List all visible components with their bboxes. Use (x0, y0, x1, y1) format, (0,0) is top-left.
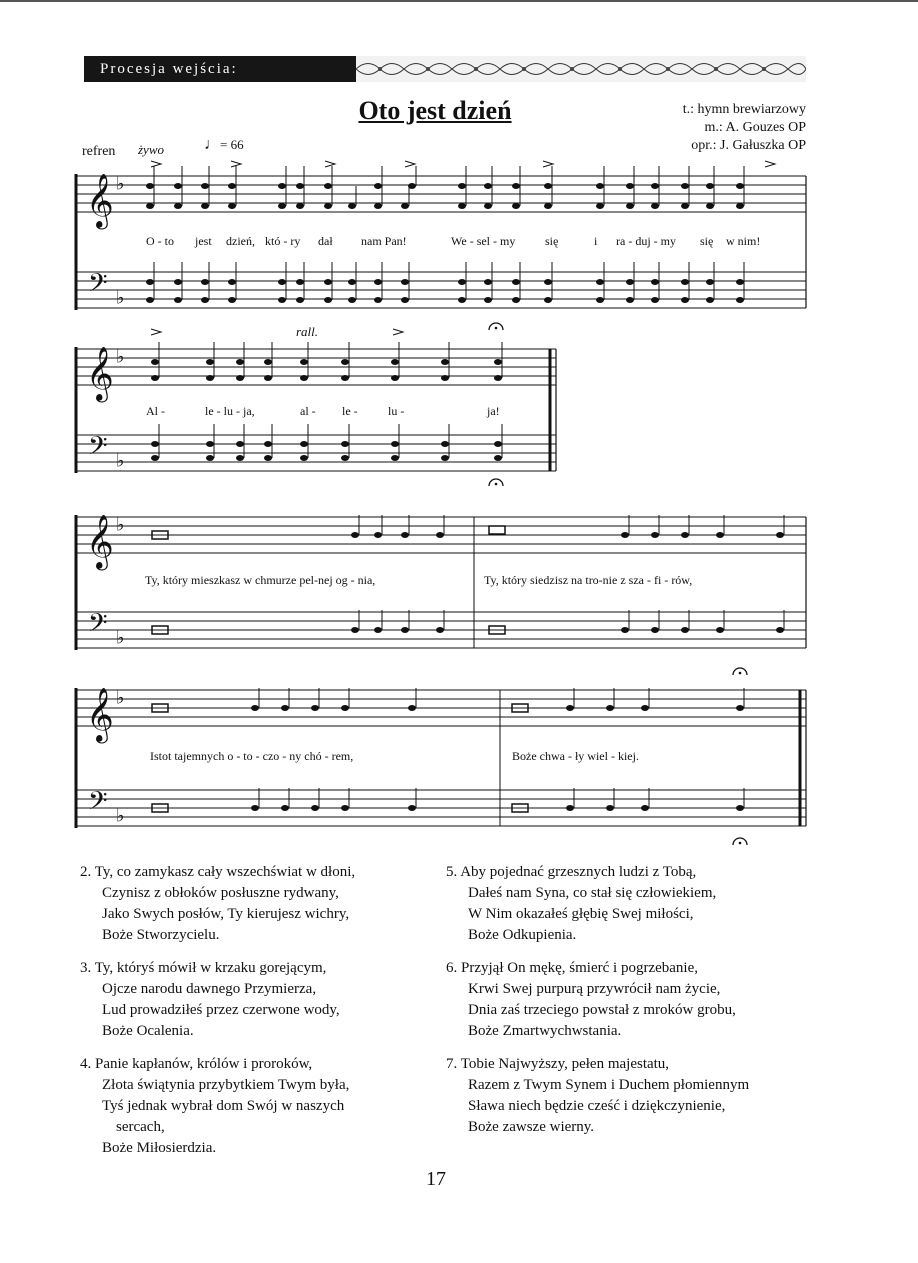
fermata-dot (495, 327, 498, 330)
note-head (736, 279, 744, 285)
flat-icon: ♭ (116, 687, 125, 708)
note-head (621, 532, 629, 538)
note-head (408, 805, 416, 811)
note-head (296, 279, 304, 285)
note-head (174, 279, 182, 285)
note-head (341, 359, 349, 365)
note-head (512, 183, 520, 189)
note-head (436, 627, 444, 633)
lyric: le - lu - ja, (205, 404, 255, 418)
note-head (458, 297, 466, 303)
note-head (341, 805, 349, 811)
note-head (206, 375, 214, 381)
verses-left-column (80, 862, 430, 1171)
note-head (151, 375, 159, 381)
lyric: ja! (487, 404, 500, 418)
note-head (251, 705, 259, 711)
verse-line: Czynisz z obłoków posłuszne rydwany, (102, 885, 339, 901)
chant-lyric: Istot tajemnych o - to - czo - ny chó - rem, (150, 749, 354, 763)
note-head (300, 375, 308, 381)
verse-line: Złota świątynia przybytkiem Twym była, (102, 1077, 350, 1093)
note-head (596, 297, 604, 303)
lyric: lu - (388, 404, 405, 418)
flat-icon: ♭ (116, 346, 125, 367)
note-head (401, 532, 409, 538)
fermata-dot (739, 672, 742, 675)
note-head (341, 375, 349, 381)
note-head (206, 359, 214, 365)
note-head (736, 297, 744, 303)
verse-line: Sława niech będzie cześć i dziękczynienie, (468, 1098, 726, 1114)
note-head (236, 441, 244, 447)
note-head (300, 455, 308, 461)
note-head (374, 627, 382, 633)
note-head (341, 455, 349, 461)
verses-right-column (446, 862, 826, 1150)
note-head (651, 627, 659, 633)
note-head (264, 455, 272, 461)
note-head (401, 203, 409, 209)
note-head (706, 183, 714, 189)
credit-music: m.: A. Gouzes OP (704, 120, 806, 135)
flat-icon: ♭ (116, 514, 125, 535)
flat-icon: ♭ (116, 173, 125, 194)
note-head (228, 183, 236, 189)
verse-line: Boże Miłosierdzia. (102, 1140, 217, 1156)
accent-mark (151, 329, 161, 335)
note-head (300, 441, 308, 447)
note-head (596, 183, 604, 189)
note-head (626, 183, 634, 189)
note-head (716, 627, 724, 633)
note-head (681, 532, 689, 538)
verse-3 (80, 958, 430, 1042)
note-head (391, 359, 399, 365)
treble-clef-icon: 𝄞 (86, 174, 114, 228)
note-head (606, 805, 614, 811)
note-head (681, 203, 689, 209)
note-head (494, 455, 502, 461)
note-head (626, 297, 634, 303)
verse-line: Panie kapłanów, królów i proroków, (95, 1056, 313, 1072)
verse-line: Przyjął On mękę, śmierć i pogrzebanie, (461, 960, 698, 976)
note-head (278, 183, 286, 189)
verse-number: 3. (80, 960, 92, 976)
note-head (641, 705, 649, 711)
flat-icon: ♭ (116, 805, 125, 826)
note-head (351, 627, 359, 633)
note-head (348, 279, 356, 285)
note-head (458, 203, 466, 209)
note-head (264, 359, 272, 365)
verse-line: Tobie Najwyższy, pełen majestatu, (460, 1056, 670, 1072)
note-head (441, 455, 449, 461)
note-head (441, 359, 449, 365)
breve-note (489, 526, 505, 534)
note-head (494, 375, 502, 381)
note-head (146, 297, 154, 303)
note-head (236, 455, 244, 461)
verse-line: Jako Swych posłów, Ty kierujesz wichry, (102, 906, 350, 922)
note-head (706, 203, 714, 209)
note-head (296, 183, 304, 189)
song-title: Oto jest dzień (358, 96, 512, 125)
rallentando-marking: rall. (296, 324, 319, 339)
verse-number: 4. (80, 1056, 92, 1072)
verse-line: Boże zawsze wierny. (468, 1119, 595, 1135)
flat-icon: ♭ (116, 627, 125, 648)
note-head (174, 183, 182, 189)
note-head (681, 183, 689, 189)
note-head (351, 532, 359, 538)
lyric: O - to (146, 234, 174, 248)
note-head (228, 203, 236, 209)
treble-clef-icon: 𝄞 (86, 515, 114, 569)
note-head (228, 297, 236, 303)
tempo-word: żywo (138, 142, 164, 157)
note-head (151, 359, 159, 365)
note-head (391, 375, 399, 381)
section-label: Procesja wejścia: (84, 56, 356, 82)
note-head (641, 805, 649, 811)
note-head (776, 532, 784, 538)
note-head (146, 279, 154, 285)
note-head (324, 183, 332, 189)
note-head (236, 375, 244, 381)
bass-clef-icon: 𝄢 (88, 609, 108, 644)
note-head (348, 203, 356, 209)
accent-mark (393, 329, 403, 335)
note-head (324, 297, 332, 303)
note-head (706, 297, 714, 303)
note-head (441, 375, 449, 381)
lyric: al - (300, 404, 316, 418)
note-head (201, 279, 209, 285)
verse-line: Aby pojednać grzesznych ludzi z Tobą, (460, 864, 697, 880)
accent-mark (765, 161, 775, 167)
note-head (681, 279, 689, 285)
note-head (596, 279, 604, 285)
note-head (621, 627, 629, 633)
note-head (278, 203, 286, 209)
verse-line: Ojcze narodu dawnego Przymierza, (102, 981, 317, 997)
note-head (494, 441, 502, 447)
note-head (596, 203, 604, 209)
note-head (512, 279, 520, 285)
note-head (201, 297, 209, 303)
verse-line: Dałeś nam Syna, co stał się człowiekiem, (468, 885, 717, 901)
note-head (146, 183, 154, 189)
note-head (436, 532, 444, 538)
fermata-dot (739, 842, 742, 845)
lyric: i (594, 234, 598, 248)
note-head (512, 203, 520, 209)
verse-number: 5. (446, 864, 458, 880)
verse-2 (80, 862, 430, 946)
note-head (651, 532, 659, 538)
chant-lyric: Boże chwa - ły wiel - kiej. (512, 749, 639, 763)
note-head (494, 359, 502, 365)
note-head (458, 279, 466, 285)
lyric: dzień, (226, 234, 255, 248)
note-head (341, 441, 349, 447)
verse-line: Ty, co zamykasz cały wszechświat w dłoni, (94, 864, 356, 880)
note-head (374, 532, 382, 538)
note-head (401, 627, 409, 633)
note-head (626, 203, 634, 209)
note-head (566, 805, 574, 811)
verse-line: W Nim okazałeś głębię Swej miłości, (468, 906, 694, 922)
treble-clef-icon: 𝄞 (86, 688, 114, 742)
note-head (441, 441, 449, 447)
verse-number: 7. (446, 1056, 458, 1072)
note-head (736, 183, 744, 189)
note-head (251, 805, 259, 811)
note-head (401, 297, 409, 303)
lyric: się (700, 234, 714, 248)
refrain-label: refren (82, 144, 116, 159)
flat-icon: ♭ (116, 450, 125, 471)
note-head (484, 297, 492, 303)
verse-line: Boże Zmartwychwstania. (468, 1023, 622, 1039)
note-head (484, 279, 492, 285)
note-head (651, 297, 659, 303)
verse-line: Boże Odkupienia. (468, 927, 577, 943)
note-head (736, 805, 744, 811)
verse-line: Lud prowadziłeś przez czerwone wody, (102, 1002, 340, 1018)
note-head (311, 805, 319, 811)
note-head (736, 705, 744, 711)
note-head (626, 279, 634, 285)
note-head (151, 455, 159, 461)
note-head (544, 279, 552, 285)
verse-number: 6. (446, 960, 458, 976)
note-head (201, 183, 209, 189)
lyric: ra - duj - my (616, 234, 676, 248)
verse-6 (446, 958, 826, 1042)
note-head (264, 441, 272, 447)
verse-line: sercach, (116, 1119, 165, 1135)
note-head (681, 297, 689, 303)
lyric: się (545, 234, 559, 248)
metronome-value: ♩= 66 (204, 136, 244, 153)
fermata-dot (495, 483, 498, 486)
note-head (391, 441, 399, 447)
note-head (566, 705, 574, 711)
verse-line: Dnia zaś trzeciego powstał z mroków grobu, (468, 1002, 736, 1018)
verse-line: Krwi Swej purpurą przywrócił nam życie, (468, 981, 721, 997)
verse-line: Boże Ocalenia. (102, 1023, 194, 1039)
lyric: któ - ry (265, 234, 301, 248)
lyric: le - (342, 404, 358, 418)
chant-lyric: Ty, który mieszkasz w chmurze pel-nej og - nia, (145, 573, 376, 587)
note-head (401, 279, 409, 285)
treble-clef-icon: 𝄞 (86, 347, 114, 401)
note-head (278, 279, 286, 285)
note-head (736, 203, 744, 209)
note-head (651, 203, 659, 209)
note-head (348, 297, 356, 303)
bass-clef-icon: 𝄢 (88, 787, 108, 822)
verse-number: 2. (80, 864, 92, 880)
lyric: w nim! (726, 234, 761, 248)
accent-mark (405, 161, 415, 167)
verse-line: Tyś jednak wybrał dom Swój w naszych (102, 1098, 345, 1114)
note-head (236, 359, 244, 365)
chant-lyric: Ty, który siedzisz na tro-nie z sza - fi - rów, (484, 573, 693, 587)
note-head (484, 203, 492, 209)
note-head (544, 183, 552, 189)
credit-arrangement: opr.: J. Gałuszka OP (691, 138, 806, 153)
lyric: We - sel - my (451, 234, 516, 248)
credit-text: t.: hymn brewiarzowy (682, 102, 806, 117)
note-head (606, 705, 614, 711)
note-head (201, 203, 209, 209)
note-head (391, 455, 399, 461)
note-head (484, 183, 492, 189)
note-head (374, 279, 382, 285)
note-head (206, 455, 214, 461)
accent-mark (325, 161, 335, 167)
note-head (324, 279, 332, 285)
note-head (651, 183, 659, 189)
note-head (651, 279, 659, 285)
note-head (174, 203, 182, 209)
note-head (458, 183, 466, 189)
note-head (228, 279, 236, 285)
verse-line: Razem z Twym Synem i Duchem płomiennym (468, 1077, 750, 1093)
note-head (544, 203, 552, 209)
note-head (311, 705, 319, 711)
note-head (544, 297, 552, 303)
verse-7 (446, 1054, 826, 1138)
note-head (296, 203, 304, 209)
note-head (341, 705, 349, 711)
flat-icon: ♭ (116, 287, 125, 308)
note-head (681, 627, 689, 633)
note-head (324, 203, 332, 209)
note-head (374, 297, 382, 303)
bass-clef-icon: 𝄢 (88, 432, 108, 467)
note-head (174, 297, 182, 303)
note-head (206, 441, 214, 447)
lyric: dał (318, 234, 333, 248)
note-head (151, 441, 159, 447)
page-number: 17 (426, 1168, 446, 1190)
note-head (408, 705, 416, 711)
note-head (374, 183, 382, 189)
note-head (146, 203, 154, 209)
note-head (296, 297, 304, 303)
note-head (716, 532, 724, 538)
verse-4 (80, 1054, 430, 1159)
note-head (264, 375, 272, 381)
lyric: Al - (146, 404, 165, 418)
verse-line: Ty, któryś mówił w krzaku gorejącym, (94, 960, 327, 976)
note-head (512, 297, 520, 303)
note-head (281, 805, 289, 811)
note-head (374, 203, 382, 209)
verse-line: Boże Stworzycielu. (102, 927, 220, 943)
lyric: nam Pan! (361, 234, 407, 248)
bass-clef-icon: 𝄢 (88, 269, 108, 304)
note-head (278, 297, 286, 303)
accent-mark (151, 161, 161, 167)
note-head (300, 359, 308, 365)
lyric: jest (195, 234, 212, 248)
note-head (776, 627, 784, 633)
verse-5 (446, 862, 826, 946)
note-head (281, 705, 289, 711)
note-head (706, 279, 714, 285)
